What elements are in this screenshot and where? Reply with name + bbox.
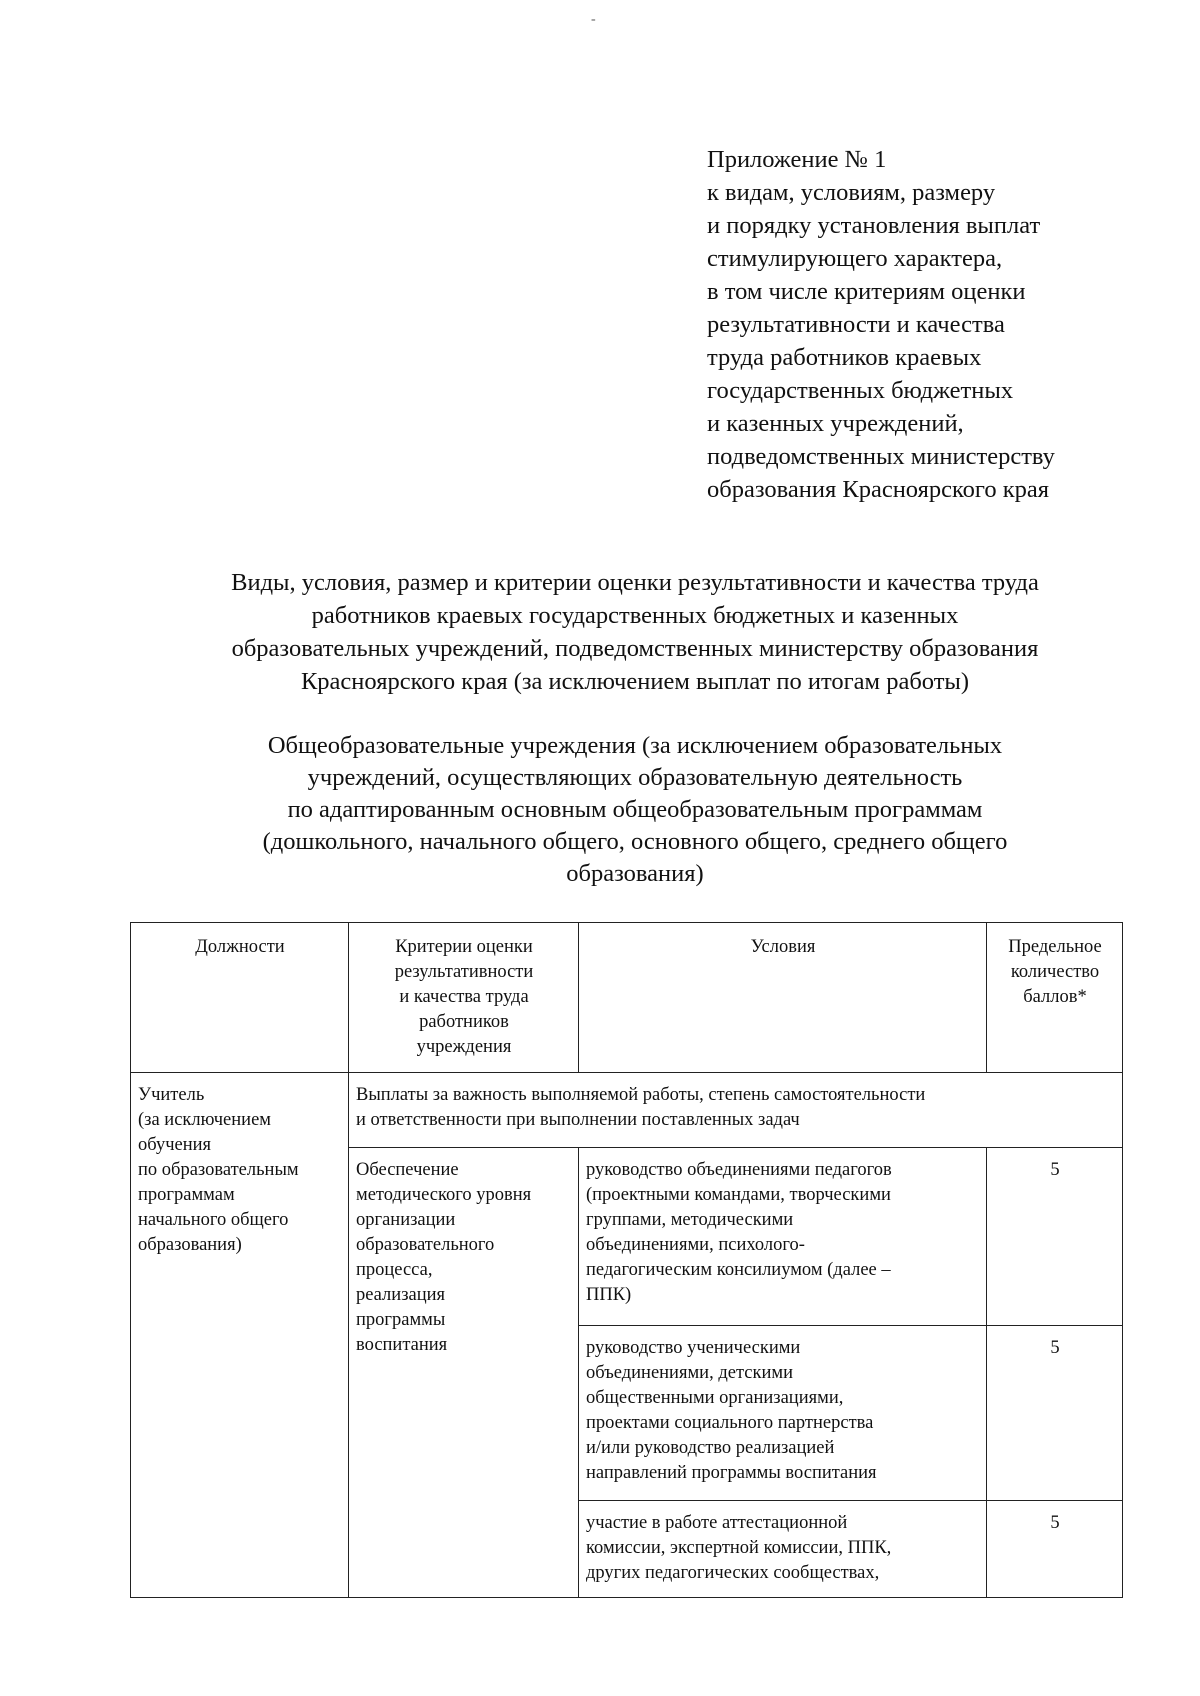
appendix-header: [707, 143, 1177, 506]
page-mark: -: [591, 12, 596, 27]
appendix-line: стимулирующего характера,: [707, 245, 1003, 272]
points-cell: 5: [987, 1501, 1123, 1598]
appendix-line: и порядку установления выплат: [707, 212, 1041, 239]
appendix-line: подведомственных министерству: [707, 443, 1055, 470]
subtitle-line: (дошкольного, начального общего, основного общего, среднего общего: [262, 828, 1008, 855]
appendix-line: результативности и качества: [707, 311, 1005, 338]
subtitle-line: Общеобразовательные учреждения (за исключением образовательных: [267, 732, 1003, 759]
title-line: Виды, условия, размер и критерии оценки результативности и качества труда: [231, 569, 1039, 596]
appendix-line: образования Красноярского края: [707, 476, 1050, 503]
appendix-line: труда работников краевых: [707, 344, 982, 371]
subtitle-line: учреждений, осуществляющих образовательную деятельность: [307, 764, 963, 791]
condition-cell: руководство ученическими объединениями, детскими общественными организациями, проектами социального партнерства и/или руководство реализацией направлений программы воспитания: [579, 1326, 987, 1501]
header-conditions: Условия: [579, 923, 987, 1073]
appendix-line: и казенных учреждений,: [707, 410, 964, 437]
header-position: Должности: [131, 923, 349, 1073]
points-cell: 5: [987, 1148, 1123, 1326]
appendix-line: государственных бюджетных: [707, 377, 1014, 404]
condition-cell: участие в работе аттестационной комиссии, экспертной комиссии, ППК, других педагогических сообществах,: [579, 1501, 987, 1598]
position-cell: Учитель (за исключением обучения по образовательным программам начального общего образования): [131, 1073, 349, 1598]
condition-cell: руководство объединениями педагогов (проектными командами, творческими группами, методическими объединениями, психолого- педагогическим консилиумом (далее – ППК): [579, 1148, 987, 1326]
title-line: работников краевых государственных бюджетных и казенных: [311, 602, 959, 629]
title-line: образовательных учреждений, подведомственных министерству образования: [231, 635, 1039, 662]
title-line: Красноярского края (за исключением выплат по итогам работы): [300, 668, 970, 695]
header-max-points: Предельное количество баллов*: [987, 923, 1123, 1073]
document-subtitle: [140, 730, 1130, 890]
criterion-cell: Обеспечение методического уровня организации образовательного процесса, реализация программы воспитания: [349, 1148, 579, 1598]
section-row: Выплаты за важность выполняемой работы, степень самостоятельности и ответственности при выполнении поставленных задач: [349, 1073, 1123, 1148]
table-row: [131, 1073, 1123, 1148]
points-cell: 5: [987, 1326, 1123, 1501]
criteria-table: [130, 922, 1123, 1598]
table-header-row: [131, 923, 1123, 1073]
document-title: [140, 566, 1130, 698]
header-criteria: Критерии оценки результативности и качества труда работников учреждения: [349, 923, 579, 1073]
subtitle-line: по адаптированным основным общеобразовательным программам: [287, 796, 983, 823]
subtitle-line: образования): [566, 860, 704, 887]
appendix-line: к видам, условиям, размеру: [707, 179, 996, 206]
appendix-line: Приложение № 1: [707, 146, 887, 173]
appendix-line: в том числе критериям оценки: [707, 278, 1026, 305]
